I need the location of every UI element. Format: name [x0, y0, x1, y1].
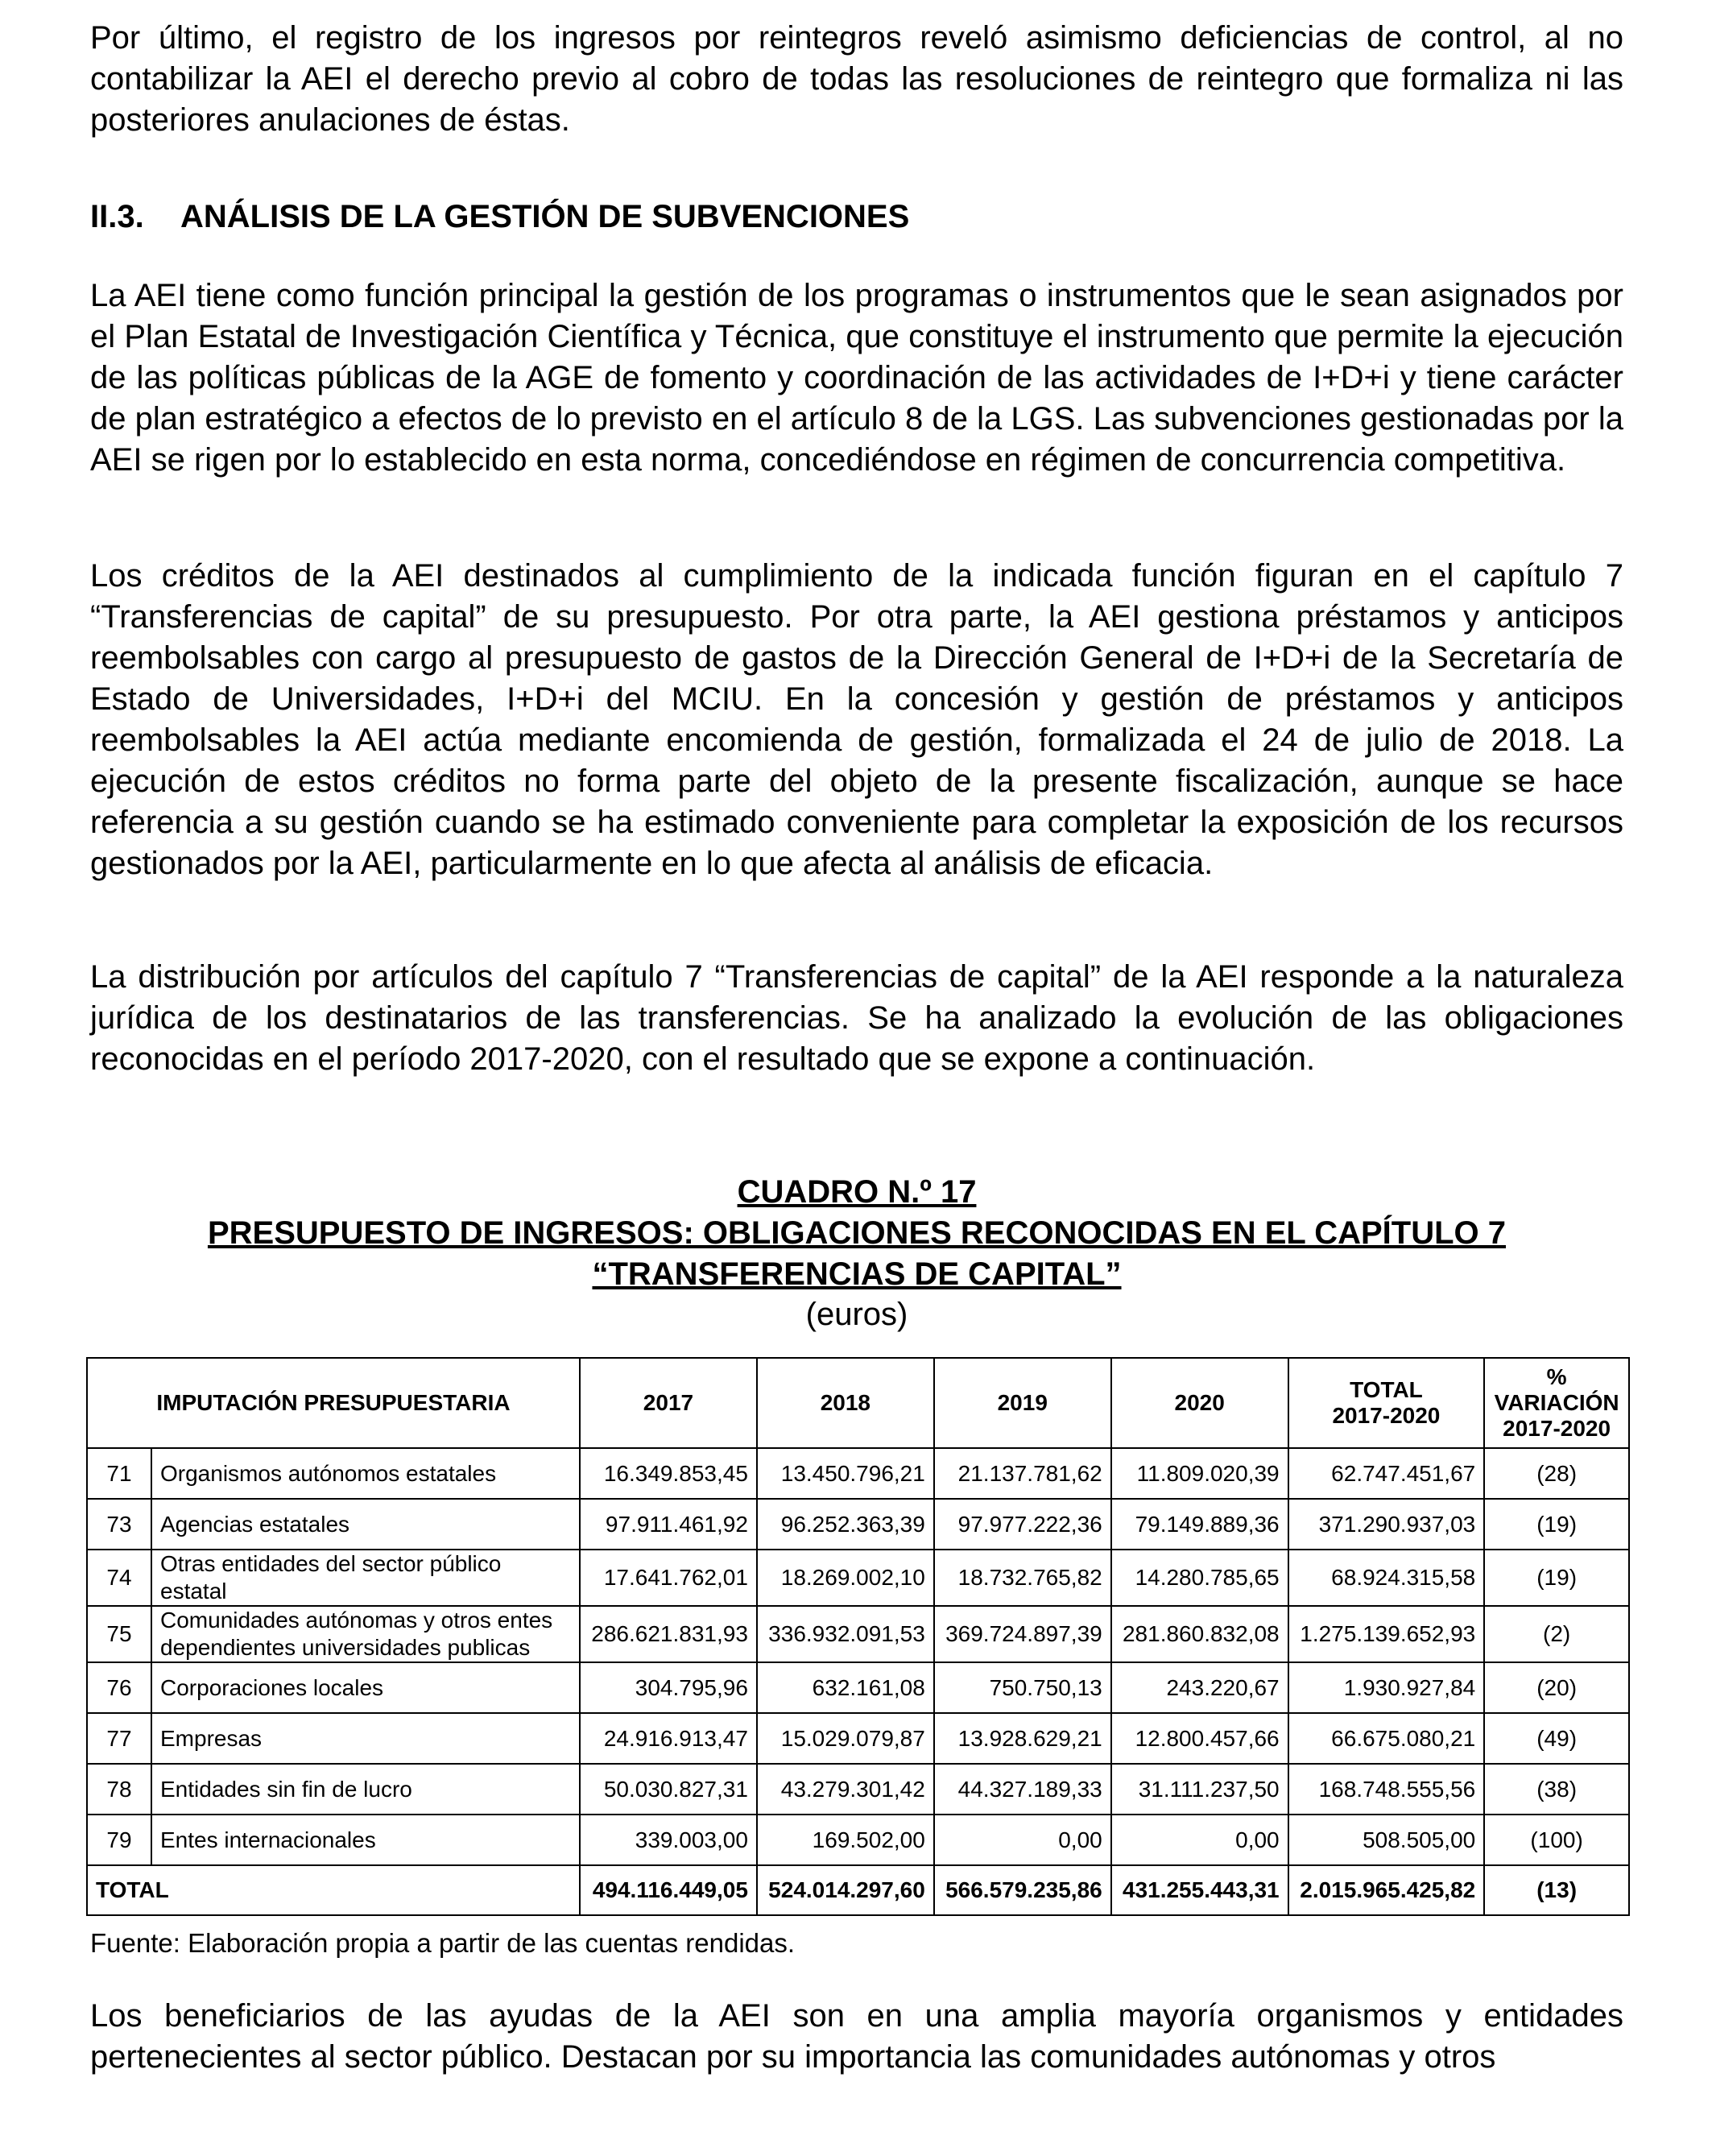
- row-name: Entidades sin fin de lucro: [151, 1764, 580, 1815]
- paragraph-distribucion: La distribución por artículos del capítulo 7 “Transferencias de capital” de la AEI responde a la naturaleza jurídica de los destinatarios de las transferencias. Se ha analizado la evolución de las obligaciones reconocidas en el período 2017-2020, con el resultado que se expone a continuación.: [90, 959, 1623, 1077]
- paragraph-reintegros: Por último, el registro de los ingresos por reintegros reveló asimismo deficiencias de control, al no contabilizar la AEI el derecho previo al cobro de todas las resoluciones de reintegro que formaliza ni las posteriores anulaciones de éstas.: [90, 20, 1623, 138]
- total-2019: 566.579.235,86: [934, 1865, 1111, 1915]
- row-variacion: (19): [1484, 1499, 1629, 1550]
- row-name: [151, 1606, 580, 1662]
- row-2019: 21.137.781,62: [934, 1448, 1111, 1499]
- header-total-line2: 2017-2020: [1332, 1403, 1441, 1428]
- row-code: 71: [87, 1448, 151, 1499]
- row-total: 62.747.451,67: [1288, 1448, 1485, 1499]
- row-2017: 97.911.461,92: [580, 1499, 757, 1550]
- row-code: 79: [87, 1815, 151, 1865]
- row-total: 68.924.315,58: [1288, 1550, 1485, 1606]
- table-row: [87, 1713, 1629, 1764]
- total-2018: 524.014.297,60: [757, 1865, 934, 1915]
- row-2018: 169.502,00: [757, 1815, 934, 1865]
- header-variacion-line2: VARIACIÓN: [1494, 1390, 1619, 1415]
- row-code: 77: [87, 1713, 151, 1764]
- table-caption-units: (euros): [805, 1297, 908, 1332]
- header-2018: 2018: [757, 1358, 934, 1448]
- row-total: 1.930.927,84: [1288, 1662, 1485, 1713]
- row-variacion: (49): [1484, 1713, 1629, 1764]
- table-row: [87, 1764, 1629, 1815]
- paragraph-creditos: Los créditos de la AEI destinados al cumplimiento de la indicada función figuran en el capítulo 7 “Transferencias de capital” de su presupuesto. Por otra parte, la AEI gestiona préstamos y anticipos reembolsables con cargo al presupuesto de gastos de la Dirección General de I+D+i de la Secretaría de Estado de Universidades, I+D+i del MCIU. En la concesión y gestión de préstamos y anticipos reembolsables la AEI actúa mediante encomienda de gestión, formalizada el 24 de julio de 2018. La ejecución de estos créditos no forma parte del objeto de la presente fiscalización, aunque se hace referencia a su gestión cuando se ha estimado conveniente para completar la exposición de los recursos gestionados por la AEI, particularmente en lo que afecta al análisis de eficacia.: [90, 558, 1623, 881]
- row-2020: 79.149.889,36: [1111, 1499, 1288, 1550]
- row-2017: 24.916.913,47: [580, 1713, 757, 1764]
- header-2017: 2017: [580, 1358, 757, 1448]
- header-2020: 2020: [1111, 1358, 1288, 1448]
- row-name: Organismos autónomos estatales: [151, 1448, 580, 1499]
- row-2020: 31.111.237,50: [1111, 1764, 1288, 1815]
- row-2017: 17.641.762,01: [580, 1550, 757, 1606]
- row-total: 508.505,00: [1288, 1815, 1485, 1865]
- paragraph-beneficiarios: Los beneficiarios de las ayudas de la AEI son en una amplia mayoría organismos y entidades pertenecientes al sector público. Destacan por su importancia las comunidades autónomas y otros: [90, 1998, 1623, 2075]
- row-2018: 96.252.363,39: [757, 1499, 934, 1550]
- header-variacion: [1484, 1358, 1629, 1448]
- row-code: 78: [87, 1764, 151, 1815]
- row-variacion: (100): [1484, 1815, 1629, 1865]
- section-heading: [90, 197, 909, 238]
- header-imputacion: IMPUTACIÓN PRESUPUESTARIA: [87, 1358, 580, 1448]
- row-2017: 286.621.831,93: [580, 1606, 757, 1662]
- row-2019: 18.732.765,82: [934, 1550, 1111, 1606]
- row-2018: 43.279.301,42: [757, 1764, 934, 1815]
- table-total-row: [87, 1865, 1629, 1915]
- row-2017: 339.003,00: [580, 1815, 757, 1865]
- header-variacion-line3: 2017-2020: [1503, 1416, 1611, 1441]
- row-name: Agencias estatales: [151, 1499, 580, 1550]
- row-2019: 0,00: [934, 1815, 1111, 1865]
- row-2020: 14.280.785,65: [1111, 1550, 1288, 1606]
- total-variacion: (13): [1484, 1865, 1629, 1915]
- paragraph-funcion-principal: La AEI tiene como función principal la gestión de los programas o instrumentos que le sean asignados por el Plan Estatal de Investigación Científica y Técnica, que constituye el instrumento que permite la ejecución de las políticas públicas de la AGE de fomento y coordinación de las actividades de I+D+i y tiene carácter de plan estratégico a efectos de lo previsto en el artículo 8 de la LGS. Las subvenciones gestionadas por la AEI se rigen por lo establecido en esta norma, concediéndose en régimen de concurrencia competitiva.: [90, 278, 1623, 478]
- table-row: [87, 1606, 1629, 1662]
- row-total: 168.748.555,56: [1288, 1764, 1485, 1815]
- row-2017: 16.349.853,45: [580, 1448, 757, 1499]
- row-total: 1.275.139.652,93: [1288, 1606, 1485, 1662]
- row-2018: 13.450.796,21: [757, 1448, 934, 1499]
- row-2019: 369.724.897,39: [934, 1606, 1111, 1662]
- row-total: 66.675.080,21: [1288, 1713, 1485, 1764]
- total-2017: 494.116.449,05: [580, 1865, 757, 1915]
- header-variacion-line1: %: [1546, 1364, 1567, 1389]
- row-variacion: (20): [1484, 1662, 1629, 1713]
- row-2019: 44.327.189,33: [934, 1764, 1111, 1815]
- row-2019: 13.928.629,21: [934, 1713, 1111, 1764]
- total-2020: 431.255.443,31: [1111, 1865, 1288, 1915]
- row-2018: 336.932.091,53: [757, 1606, 934, 1662]
- row-2019: 97.977.222,36: [934, 1499, 1111, 1550]
- row-name-line1: Comunidades autónomas y otros entes: [160, 1608, 553, 1633]
- row-2018: 18.269.002,10: [757, 1550, 934, 1606]
- row-2019: 750.750,13: [934, 1662, 1111, 1713]
- row-name: Entes internacionales: [151, 1815, 580, 1865]
- row-variacion: (19): [1484, 1550, 1629, 1606]
- table-caption-number: CUADRO N.º 17: [737, 1174, 977, 1210]
- table-row: [87, 1499, 1629, 1550]
- row-code: 74: [87, 1550, 151, 1606]
- row-2017: 304.795,96: [580, 1662, 757, 1713]
- table-row: [87, 1815, 1629, 1865]
- row-2020: 11.809.020,39: [1111, 1448, 1288, 1499]
- table-source-note: Fuente: Elaboración propia a partir de las cuentas rendidas.: [90, 1928, 796, 1958]
- row-2020: 0,00: [1111, 1815, 1288, 1865]
- total-label: TOTAL: [87, 1865, 580, 1915]
- header-total: [1288, 1358, 1485, 1448]
- row-variacion: (38): [1484, 1764, 1629, 1815]
- table-caption-title: PRESUPUESTO DE INGRESOS: OBLIGACIONES RECONOCIDAS EN EL CAPÍTULO 7: [207, 1215, 1507, 1251]
- row-2018: 632.161,08: [757, 1662, 934, 1713]
- row-2017: 50.030.827,31: [580, 1764, 757, 1815]
- row-name: Empresas: [151, 1713, 580, 1764]
- row-variacion: (2): [1484, 1606, 1629, 1662]
- row-total: 371.290.937,03: [1288, 1499, 1485, 1550]
- section-number: II.3.: [90, 199, 144, 234]
- row-name-line2: dependientes universidades publicas: [160, 1635, 531, 1660]
- row-2020: 281.860.832,08: [1111, 1606, 1288, 1662]
- table-row: [87, 1550, 1629, 1606]
- table-row: [87, 1448, 1629, 1499]
- obligaciones-table: [86, 1357, 1630, 1916]
- row-code: 75: [87, 1606, 151, 1662]
- section-title: ANÁLISIS DE LA GESTIÓN DE SUBVENCIONES: [180, 199, 910, 234]
- row-2018: 15.029.079,87: [757, 1713, 934, 1764]
- total-total: 2.015.965.425,82: [1288, 1865, 1485, 1915]
- header-total-line1: TOTAL: [1350, 1377, 1423, 1402]
- row-variacion: (28): [1484, 1448, 1629, 1499]
- row-name: Otras entidades del sector público estatal: [151, 1550, 580, 1606]
- row-name: Corporaciones locales: [151, 1662, 580, 1713]
- row-2020: 12.800.457,66: [1111, 1713, 1288, 1764]
- row-code: 73: [87, 1499, 151, 1550]
- table-caption-subtitle: “TRANSFERENCIAS DE CAPITAL”: [592, 1256, 1122, 1292]
- row-2020: 243.220,67: [1111, 1662, 1288, 1713]
- table-header-row: [87, 1358, 1629, 1448]
- table-row: [87, 1662, 1629, 1713]
- row-code: 76: [87, 1662, 151, 1713]
- header-2019: 2019: [934, 1358, 1111, 1448]
